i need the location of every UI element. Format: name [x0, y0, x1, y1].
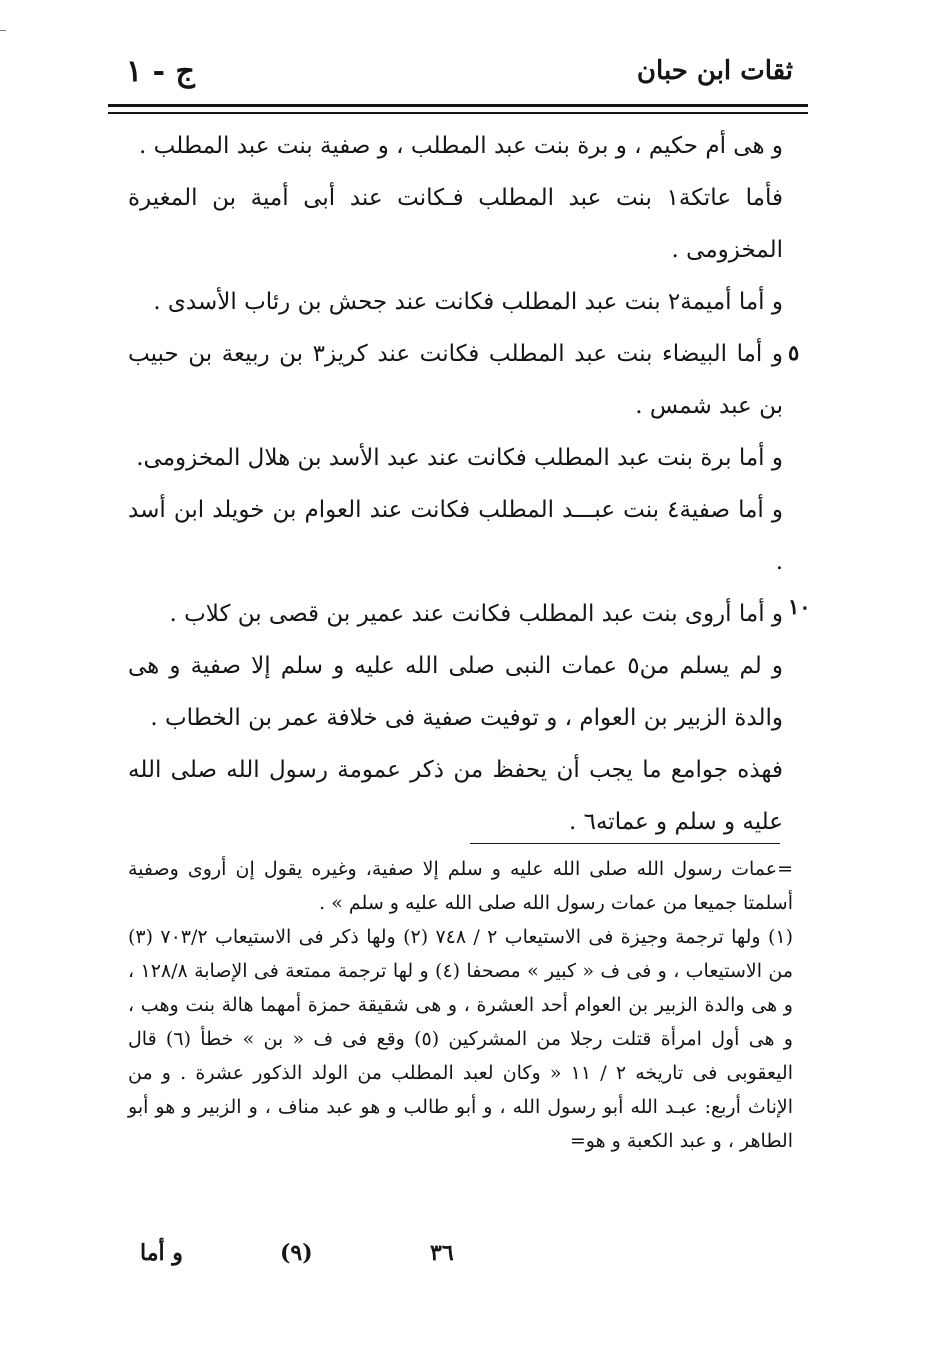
footnotes	[128, 852, 793, 1158]
header-rule-thick	[108, 104, 808, 107]
paragraph: و أما أميمة٢ بنت عبد المطلب فكانت عند جحش بن رئاب الأسدى .	[153, 289, 783, 315]
main-text	[128, 120, 783, 848]
margin-mark	[0, 30, 6, 31]
line-number: ٥	[788, 340, 800, 365]
paragraph: و أما صفية٤ بنت عبـــد المطلب فكانت عند العوام بن خويلد ابن أسد .	[128, 497, 783, 575]
paragraph: و لم يسلم من٥ عمات النبى صلى الله عليه و سلم إلا صفية و هى والدة الزبير بن العوام ، و توفيت صفية فى خلافة عمر بن الخطاب .	[128, 653, 784, 731]
page-footer	[140, 1240, 700, 1280]
catchword: و أما	[140, 1240, 183, 1266]
footnote: (١) ولها ترجمة وجيزة فى الاستيعاب ٢ / ٧٤٨ (٢) ولها ذكر فى الاستيعاب ٧٠٣/٢ (٣) من الاستيعاب ، و فى ف « كبير » مصحفا (٤) و لها ترجمة ممتعة فى الإصابة ١٢٨/٨ ، و هى والدة الزبير بن العوام أحد العشرة ، و هى شقيقة حمزة أمهما هالة بنت وهب ، و هى أول امرأة قتلت رجلا من المشركين (٥) وقع فى ف « بن » خطأ (٦) قال اليعقوبى فى تاريخه ٢ / ١١ « وكان لعبد المطلب من الولد الذكور عشرة . و من الإناث أربع: عبـد الله أبو رسول الله ، و أبو طالب و هو عبد مناف ، و الزبير و هو أبو الطاهر ، و عبد الكعبة و هو=	[128, 926, 793, 1152]
running-header	[110, 52, 805, 102]
paragraph: و أما أروى بنت عبد المطلب فكانت عند عمير بن قصى بن كلاب .	[169, 601, 783, 627]
paragraph: و أما برة بنت عبد المطلب فكانت عند عبد الأسد بن هلال المخزومى.	[136, 445, 783, 471]
paragraph: و أما البيضاء بنت عبد المطلب فكانت عند كريز٣ بن ربيعة بن حبيب بن عبد شمس .	[128, 341, 783, 419]
line-number: ١٠	[788, 594, 811, 619]
signature-mark: (٩)	[280, 1240, 313, 1266]
header-rule-thin	[108, 112, 808, 114]
book-title: ثقات ابن حبان	[636, 56, 793, 86]
footnote: =عمات رسول الله صلى الله عليه و سلم إلا صفية، وغيره يقول إن أروى وصفية أسلمتا جميعا من عمات رسول الله صلى الله عليه و سلم » .	[128, 858, 793, 914]
page-number: ٣٦	[430, 1240, 454, 1266]
paragraph: فأما عاتكة١ بنت عبد المطلب فـكانت عند أبى أمية بن المغيرة المخزومى .	[128, 185, 783, 263]
paragraph: و هى أم حكيم ، و برة بنت عبد المطلب ، و صفية بنت عبد المطلب .	[139, 133, 783, 159]
volume-label: ج - ١	[126, 54, 195, 89]
paragraph: فهذه جوامع ما يجب أن يحفظ من ذكر عمومة رسول الله صلى الله عليه و سلم و عماته٦ .	[128, 757, 783, 835]
footnote-separator	[470, 843, 780, 844]
